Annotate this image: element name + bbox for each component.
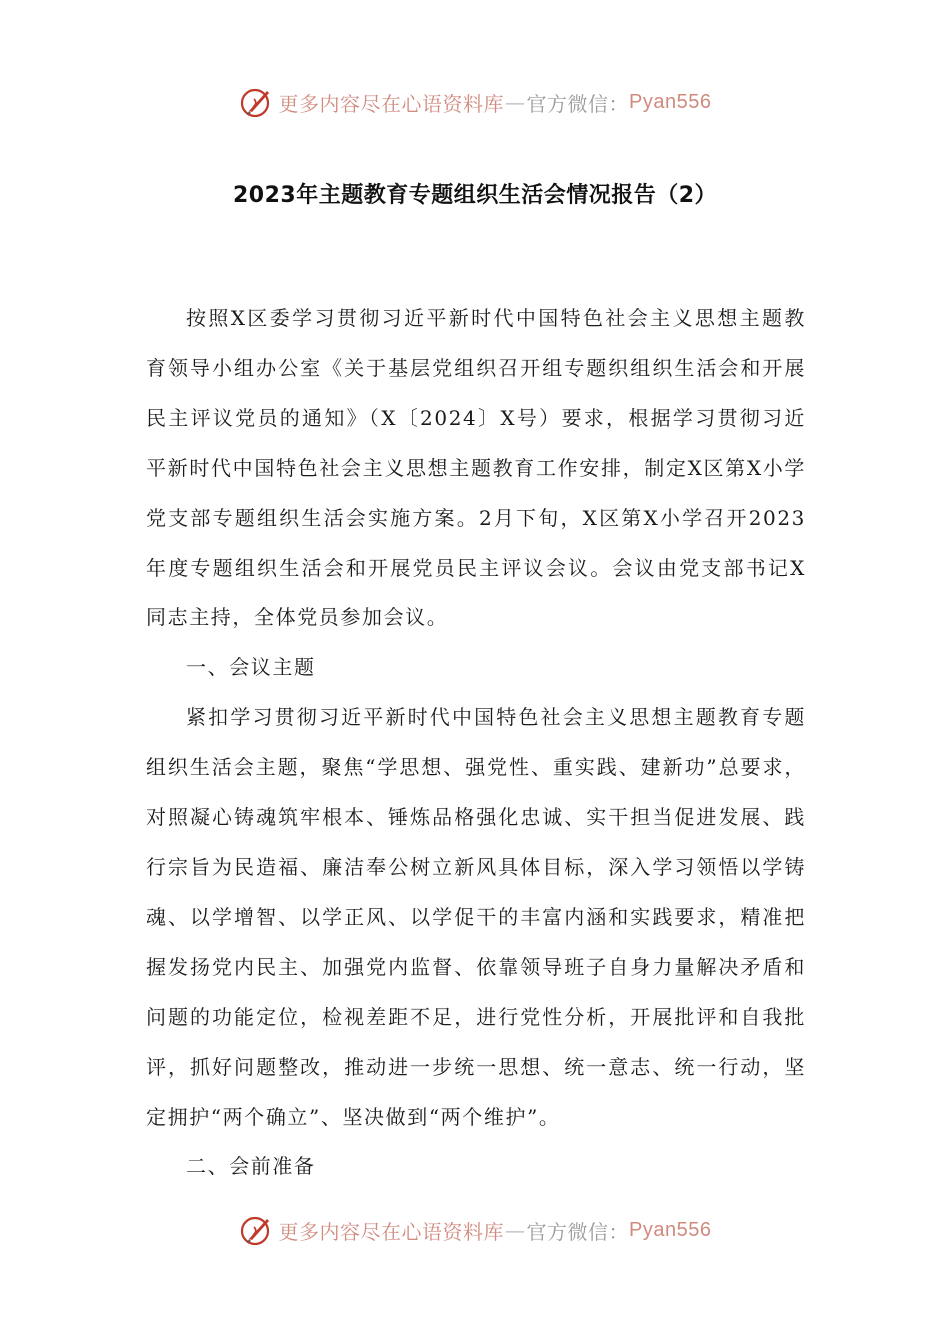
banner-wechat-label: 官方微信： <box>526 91 630 116</box>
header-banner <box>0 80 950 124</box>
section-heading-2: 二、会前准备 <box>186 1154 316 1179</box>
banner-wechat-label: 官方微信： <box>526 1219 630 1244</box>
banner-slogan: 更多内容尽在心语资料库 <box>278 91 505 116</box>
paragraph-intro: 按照X区委学习贯彻习近平新时代中国特色社会主义思想主题教育领导小组办公室《关于基层党组织召开组专题织组织生活会和开展民主评议党员的通知》（X〔2024〕X号）要求，根据学习贯彻习近平新时代中国特色社会主义思想主题教育工作安排，制定X区第X小学党支部专题组织生活会实施方案。2月下旬，X区第X小学召开2023年度专题组织生活会和开展党员民主评议会议。会议由党支部书记X同志主持，全体党员参加会议。 <box>146 306 806 630</box>
section-heading-1: 一、会议主题 <box>186 655 316 680</box>
banner-wechat-id: Pyan556 <box>629 90 712 113</box>
banner-dash: — <box>505 90 526 114</box>
banner-slogan: 更多内容尽在心语资料库 <box>278 1219 505 1244</box>
quill-logo-icon <box>239 1213 273 1247</box>
paragraph-theme: 紧扣学习贯彻习近平新时代中国特色社会主义思想主题教育专题组织生活会主题，聚焦“学思想、强党性、重实践、建新功”总要求，对照凝心铸魂筑牢根本、锤炼品格强化忠诚、实干担当促进发展、践行宗旨为民造福、廉洁奉公树立新风具体目标，深入学习领悟以学铸魂、以学增智、以学正风、以学促干的丰富内涵和实践要求，精准把握发扬党内民主、加强党内监督、依靠领导班子自身力量解决矛盾和问题的功能定位，检视差距不足，进行党性分析，开展批评和自我批评，抓好问题整改，推动进一步统一思想、统一意志、统一行动，坚定拥护“两个确立”、坚决做到“两个维护”。 <box>146 705 806 1129</box>
footer-banner <box>0 1208 950 1252</box>
document-title: 2023年主题教育专题组织生活会情况报告（2） <box>232 183 718 208</box>
banner-wechat-id: Pyan556 <box>629 1218 712 1241</box>
quill-logo-icon <box>239 85 273 119</box>
banner-dash: — <box>505 1218 526 1242</box>
document-body <box>146 294 806 1192</box>
